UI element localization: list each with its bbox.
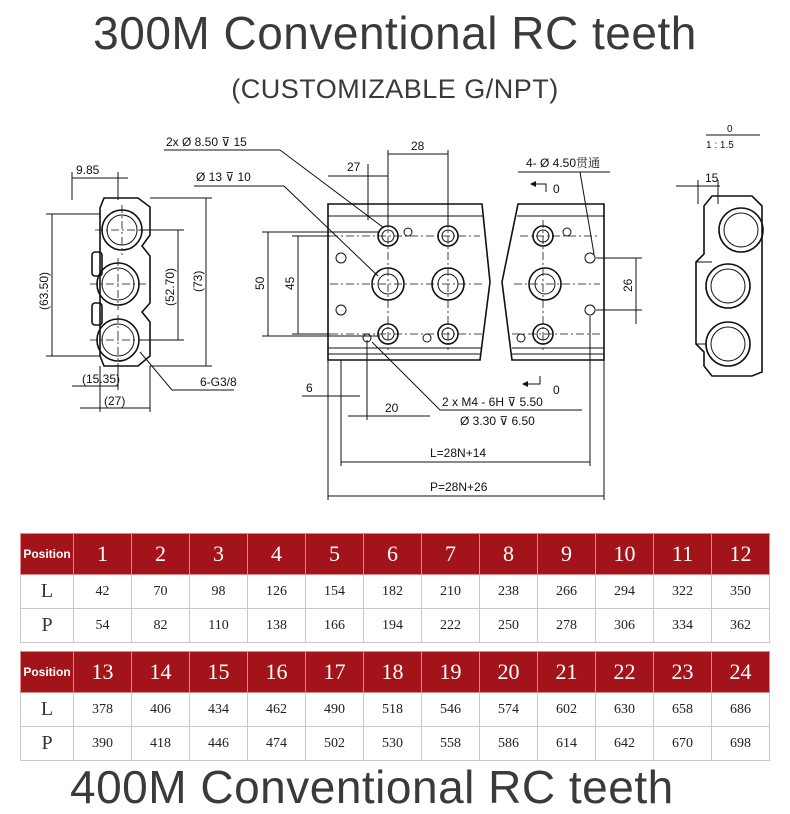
p-value: 698 [712, 727, 770, 761]
p-value: 334 [654, 609, 712, 643]
l-value: 686 [712, 693, 770, 727]
p-value: 138 [248, 609, 306, 643]
note-through-holes: 4- Ø 4.50贯通 [526, 156, 601, 170]
l-value: 518 [364, 693, 422, 727]
p-value: 614 [538, 727, 596, 761]
dim-20: 20 [385, 401, 399, 415]
dim-27-left: (27) [104, 394, 126, 408]
p-value: 530 [364, 727, 422, 761]
dim-27-front: 27 [347, 160, 361, 174]
right-side-view [676, 124, 763, 376]
l-value: 154 [306, 575, 364, 609]
l-value: 294 [596, 575, 654, 609]
p-value: 110 [190, 609, 248, 643]
position-table-1 [20, 533, 770, 643]
p-value: 166 [306, 609, 364, 643]
dim-50: 50 [253, 276, 267, 290]
l-value: 266 [538, 575, 596, 609]
table-row [21, 609, 770, 643]
position-cell: 22 [596, 652, 654, 693]
position-cell: 23 [654, 652, 712, 693]
page-title: 300M Conventional RC teeth [93, 7, 697, 59]
dim-73: (73) [191, 270, 205, 292]
position-cell: 18 [364, 652, 422, 693]
next-section-title-cutoff: 400M Conventional RC teeth [70, 761, 674, 813]
front-view [164, 135, 642, 500]
position-cell: 21 [538, 652, 596, 693]
p-value: 446 [190, 727, 248, 761]
l-value: 462 [248, 693, 306, 727]
l-value: 98 [190, 575, 248, 609]
l-value: 238 [480, 575, 538, 609]
table-row [21, 693, 770, 727]
l-value: 434 [190, 693, 248, 727]
table-header-row [21, 534, 770, 575]
row-label-l: L [21, 693, 74, 727]
l-value: 658 [654, 693, 712, 727]
position-cell: 24 [712, 652, 770, 693]
l-value: 574 [480, 693, 538, 727]
dim-15-35: (15.35) [82, 372, 121, 386]
dim-45: 45 [283, 276, 297, 290]
page-subtitle: (CUSTOMIZABLE G/NPT) [231, 74, 559, 104]
flag-top-0: 0 [553, 182, 560, 196]
l-value: 630 [596, 693, 654, 727]
position-cell: 4 [248, 534, 306, 575]
position-cell: 1 [74, 534, 132, 575]
l-value: 210 [422, 575, 480, 609]
dim-26: 26 [621, 278, 635, 292]
table-header-row [21, 652, 770, 693]
position-cell: 10 [596, 534, 654, 575]
p-value: 278 [538, 609, 596, 643]
p-value: 418 [132, 727, 190, 761]
position-cell: 9 [538, 534, 596, 575]
dim-9-85: 9.85 [76, 163, 100, 177]
scale-ratio: 1 : 1.5 [706, 140, 734, 151]
position-cell: 5 [306, 534, 364, 575]
p-value: 222 [422, 609, 480, 643]
dim-52-70: (52.70) [163, 267, 177, 306]
table-row [21, 575, 770, 609]
left-side-view [37, 163, 237, 412]
table-row [21, 727, 770, 761]
l-value: 42 [74, 575, 132, 609]
dim-6: 6 [306, 381, 313, 395]
position-header: Position [21, 652, 74, 693]
note-counterbore: Ø 13 ⊽ 10 [196, 170, 251, 184]
p-value: 306 [596, 609, 654, 643]
l-value: 126 [248, 575, 306, 609]
position-cell: 20 [480, 652, 538, 693]
l-value: 602 [538, 693, 596, 727]
l-value: 70 [132, 575, 190, 609]
position-table-2 [20, 651, 770, 761]
p-value: 250 [480, 609, 538, 643]
position-cell: 8 [480, 534, 538, 575]
position-cell: 19 [422, 652, 480, 693]
p-value: 54 [74, 609, 132, 643]
position-cell: 14 [132, 652, 190, 693]
formula-p: P=28N+26 [430, 480, 488, 494]
position-header: Position [21, 534, 74, 575]
dim-63-50: (63.50) [37, 271, 51, 310]
position-cell: 15 [190, 652, 248, 693]
l-value: 322 [654, 575, 712, 609]
dim-15: 15 [705, 171, 719, 185]
dim-28: 28 [411, 139, 425, 153]
position-cell: 11 [654, 534, 712, 575]
p-value: 474 [248, 727, 306, 761]
thread-note-g3-8: 6-G3/8 [200, 375, 237, 389]
scale-top: 0 [727, 124, 733, 135]
l-value: 406 [132, 693, 190, 727]
p-value: 670 [654, 727, 712, 761]
p-value: 586 [480, 727, 538, 761]
l-value: 546 [422, 693, 480, 727]
p-value: 194 [364, 609, 422, 643]
row-label-p: P [21, 609, 74, 643]
row-label-l: L [21, 575, 74, 609]
l-value: 182 [364, 575, 422, 609]
l-value: 378 [74, 693, 132, 727]
position-cell: 13 [74, 652, 132, 693]
formula-l: L=28N+14 [430, 446, 487, 460]
p-value: 82 [132, 609, 190, 643]
position-cell: 6 [364, 534, 422, 575]
position-cell: 2 [132, 534, 190, 575]
p-value: 390 [74, 727, 132, 761]
row-label-p: P [21, 727, 74, 761]
p-value: 642 [596, 727, 654, 761]
flag-bottom-0: 0 [553, 383, 560, 397]
position-cell: 16 [248, 652, 306, 693]
position-cell: 7 [422, 534, 480, 575]
thread-note-drill: Ø 3.30 ⊽ 6.50 [460, 414, 535, 428]
thread-note-m4: 2 x M4 - 6H ⊽ 5.50 [442, 395, 543, 409]
position-cell: 12 [712, 534, 770, 575]
l-value: 350 [712, 575, 770, 609]
l-value: 490 [306, 693, 364, 727]
p-value: 362 [712, 609, 770, 643]
p-value: 558 [422, 727, 480, 761]
note-bore: 2x Ø 8.50 ⊽ 15 [166, 135, 247, 149]
position-cell: 17 [306, 652, 364, 693]
p-value: 502 [306, 727, 364, 761]
position-cell: 3 [190, 534, 248, 575]
